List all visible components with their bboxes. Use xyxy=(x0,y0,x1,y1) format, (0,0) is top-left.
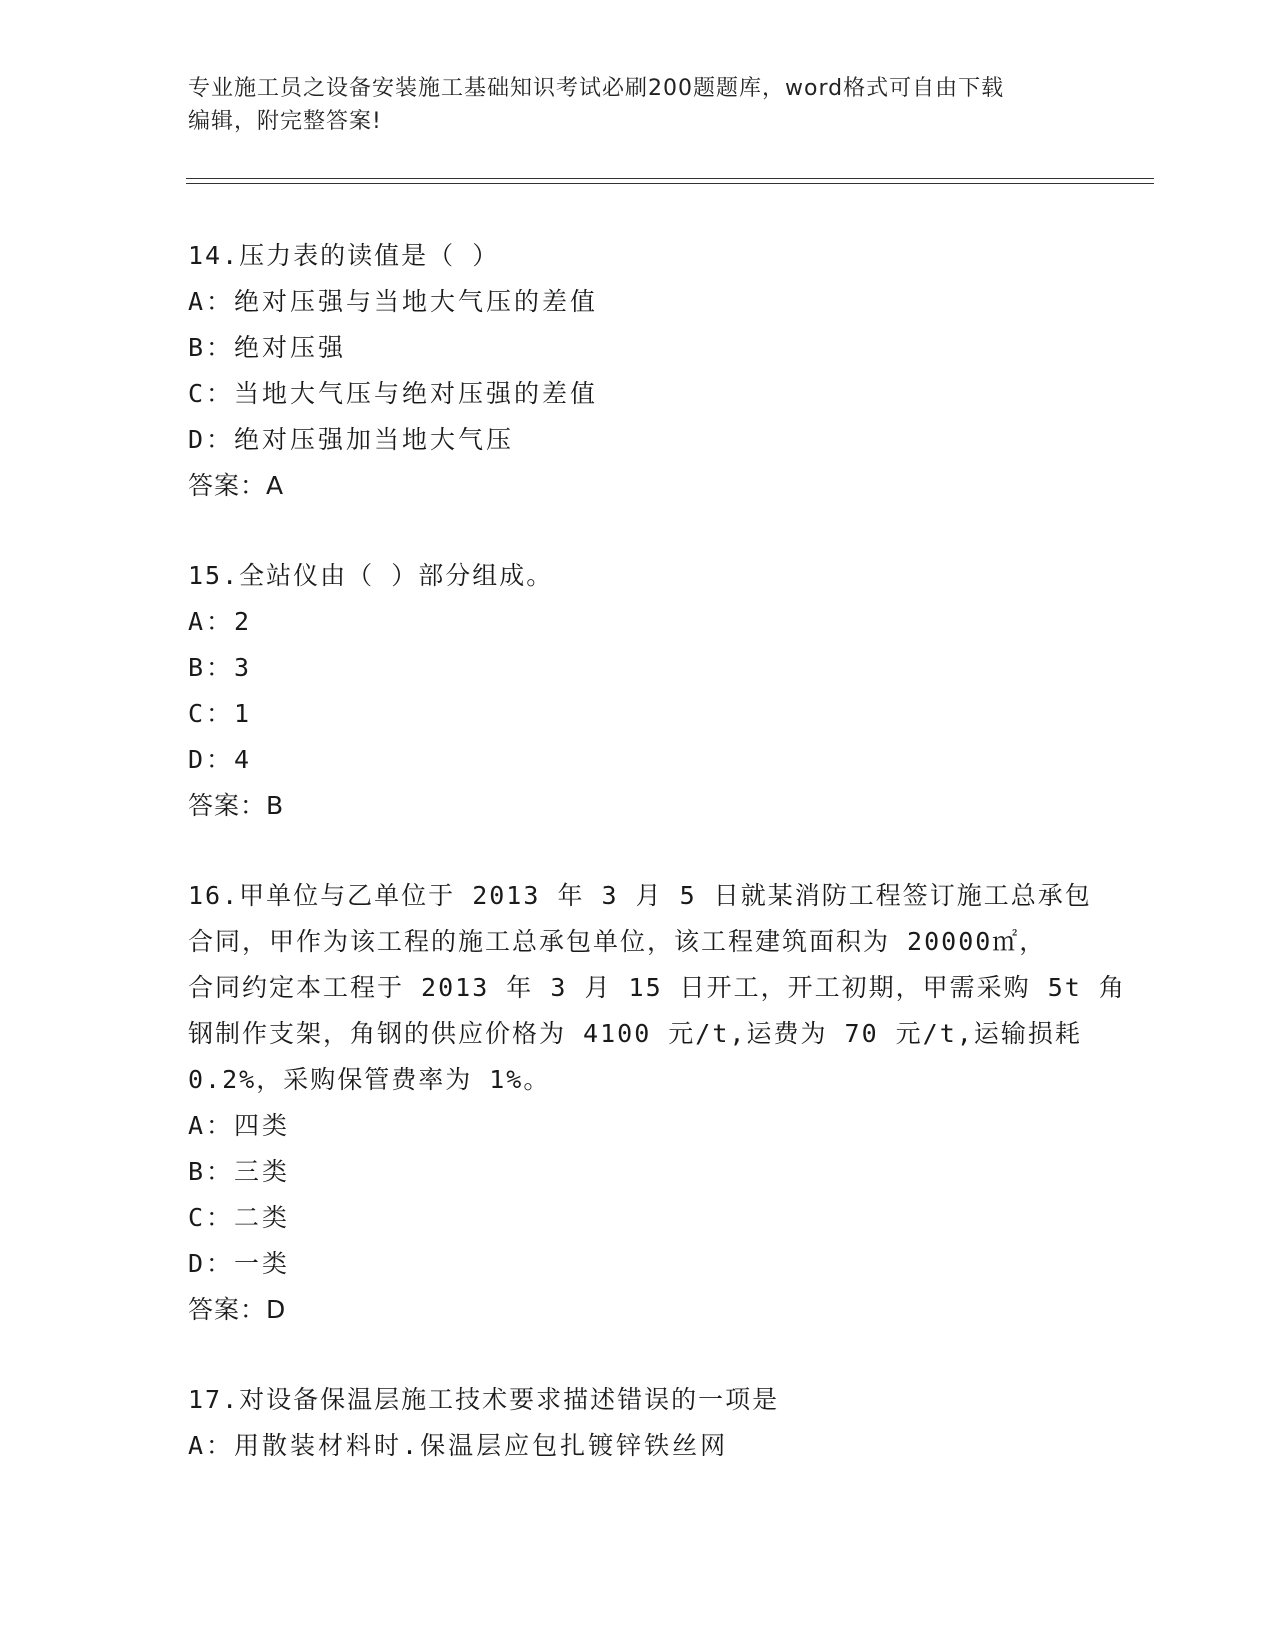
option-a: A：2 xyxy=(188,607,253,636)
option-c: C：二类 xyxy=(188,1203,291,1232)
question-17 xyxy=(188,1377,1088,1469)
question-stem-line: 16.甲单位与乙单位于 2013 年 3 月 5 日就某消防工程签订施工总承包 xyxy=(188,881,1092,910)
option-d: D：一类 xyxy=(188,1249,291,1278)
option-d: D：4 xyxy=(188,745,253,774)
question-14 xyxy=(188,233,1088,509)
question-stem-line: 0.2%，采购保管费率为 1%。 xyxy=(188,1065,551,1094)
question-16 xyxy=(188,873,1126,1333)
option-b: B：3 xyxy=(188,653,253,682)
answer-line: 答案：B xyxy=(188,791,285,820)
answer-line: 答案：A xyxy=(188,471,285,500)
question-stem-line: 合同约定本工程于 2013 年 3 月 15 日开工，开工初期，甲需采购 5t 角 xyxy=(188,973,1126,1002)
question-stem-line: 钢制作支架，角钢的供应价格为 4100 元/t,运费为 70 元/t,运输损耗 xyxy=(188,1019,1082,1048)
option-c: C：1 xyxy=(188,699,253,728)
option-b: B：三类 xyxy=(188,1157,291,1186)
header-divider-top xyxy=(186,178,1154,179)
header-divider-bottom xyxy=(186,183,1154,184)
option-a: A：绝对压强与当地大气压的差值 xyxy=(188,287,599,316)
question-stem-line: 合同，甲作为该工程的施工总承包单位，该工程建筑面积为 20000㎡， xyxy=(188,927,1047,956)
question-stem: 15.全站仪由（ ）部分组成。 xyxy=(188,561,554,590)
question-stem: 17.对设备保温层施工技术要求描述错误的一项是 xyxy=(188,1385,780,1414)
question-15 xyxy=(188,553,1088,829)
answer-line: 答案：D xyxy=(188,1295,287,1324)
option-d: D：绝对压强加当地大气压 xyxy=(188,425,515,454)
question-stem: 14.压力表的读值是（ ） xyxy=(188,241,500,270)
header-line-1: 专业施工员之设备安装施工基础知识考试必刷200题题库，word格式可自由下载 xyxy=(188,76,1005,101)
header-line-2: 编辑，附完整答案! xyxy=(188,109,382,134)
question-list xyxy=(188,233,1126,1513)
option-a: A：四类 xyxy=(188,1111,291,1140)
option-a: A：用散装材料时.保温层应包扎镀锌铁丝网 xyxy=(188,1431,729,1460)
document-header xyxy=(188,72,1068,138)
option-c: C：当地大气压与绝对压强的差值 xyxy=(188,379,599,408)
option-b: B：绝对压强 xyxy=(188,333,347,362)
